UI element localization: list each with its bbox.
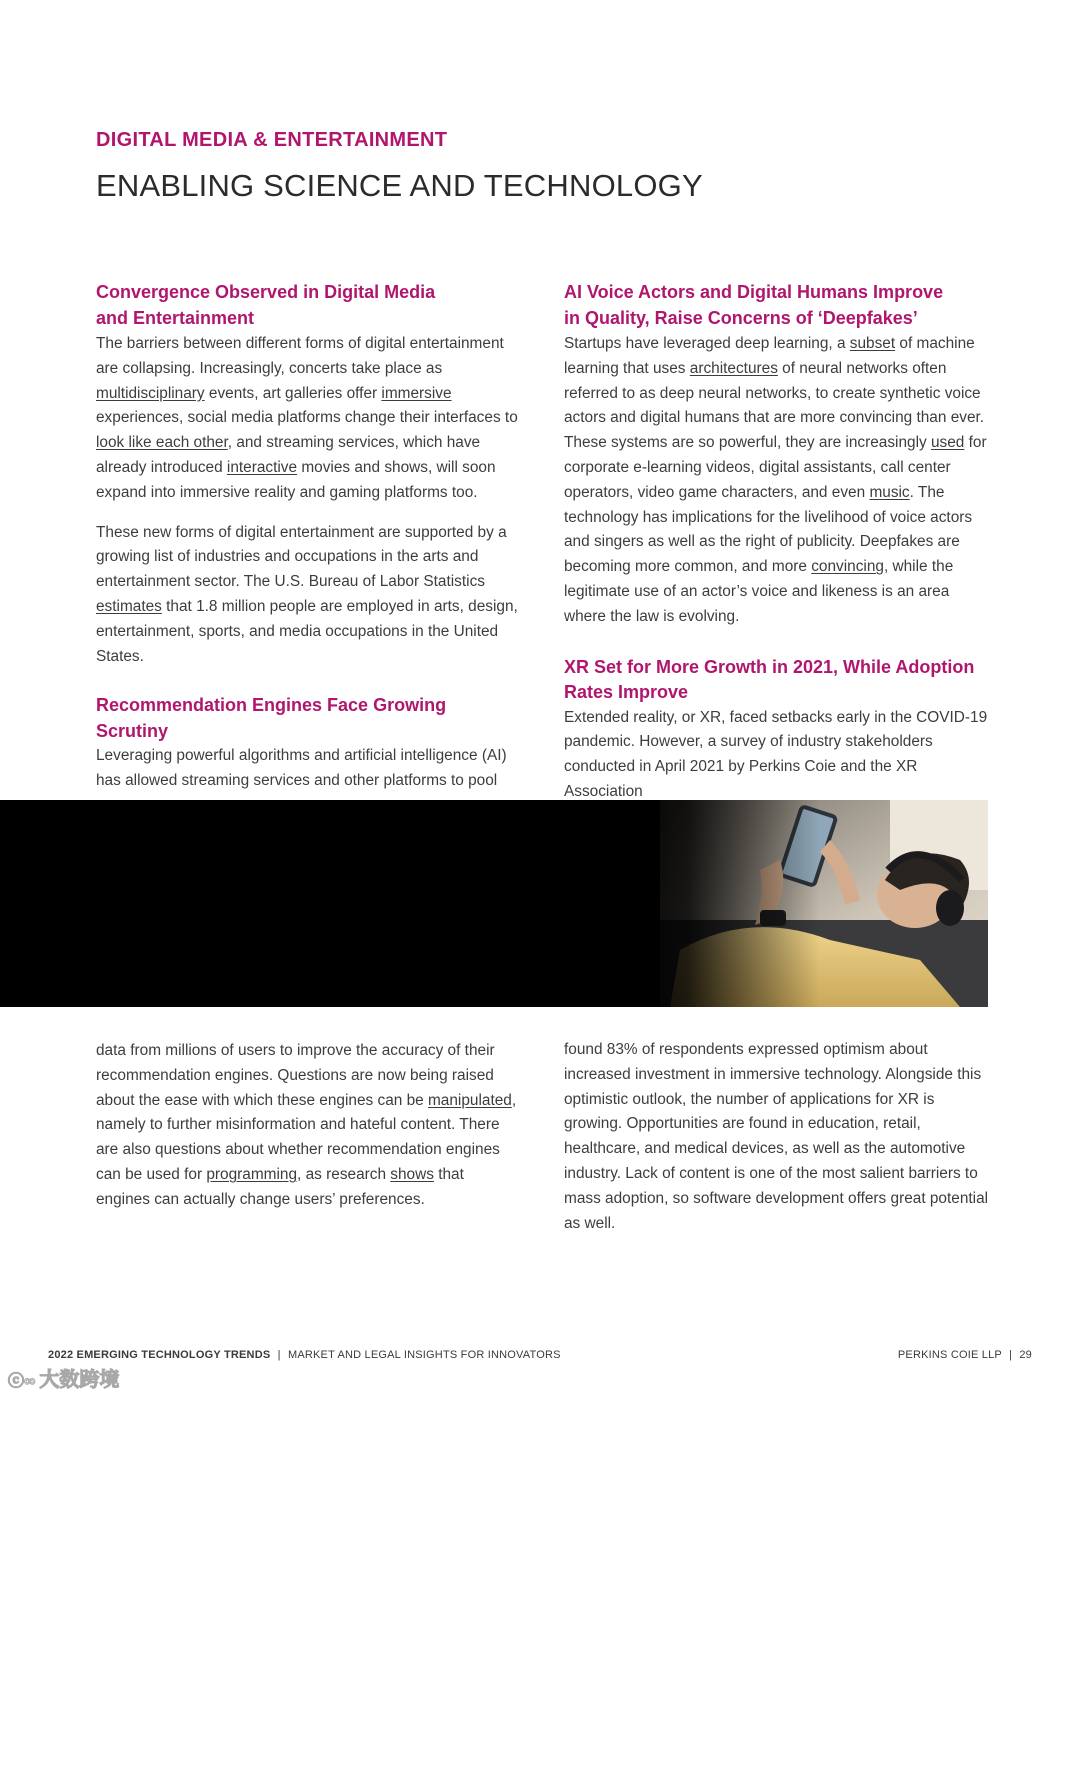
paragraph-xr-1: Extended reality, or XR, faced setbacks early in the COVID-19 pandemic. However, a survey of industry stakeholders conducted in April 2021 by Perkins Coie and the XR Association xyxy=(564,708,988,800)
paragraph-voice-actors: Startups have leveraged deep learning, a subset of machine learning that uses architectures of neural networks often referred to as deep neural networks, to create synthetic voice actors and digital humans that are more convincing than ever. These systems are so powerful, they are increasingly used for corporate e-learning videos, digital assistants, call center operators, video game characters, and even music. The technology has implications for the livelihood of voice actors and singers as well as the right of publicity. Deepfakes are becoming more common, and more convincing, while the legitimate use of an actor’s voice and likeness is an area where the law is evolving. xyxy=(564,335,987,625)
heading-voice-actors: AI Voice Actors and Digital Humans Improve in Quality, Raise Concerns of ‘Deepfakes’ xyxy=(564,282,944,328)
paragraph-xr-2: found 83% of respondents expressed optimism about increased investment in immersive technology. Alongside this optimistic outlook, the number of applications for XR is growing. Opportunities are found in education, retail, healthcare, and medical devices, as well as the automotive industry. Lack of content is one of the most salient barriers to mass adoption, so software development offers great potential as well. xyxy=(564,1041,989,1232)
right-column-bottom xyxy=(564,1038,989,1236)
inline-link[interactable]: look like each other xyxy=(96,434,228,452)
inline-link[interactable]: shows xyxy=(390,1165,434,1183)
section-kicker: DIGITAL MEDIA & ENTERTAINMENT xyxy=(96,129,448,151)
paragraph-convergence-1: The barriers between different forms of digital entertainment are collapsing. Increasingly, concerts take place as multidisciplinary events, art galleries offer immersive experiences, social media platforms change their interfaces to look like each other, and streaming services, which have already introduced interactive movies and shows, will soon expand into immersive reality and gaming platforms too. xyxy=(96,335,518,501)
heading-xr: XR Set for More Growth in 2021, While Adoption Rates Improve xyxy=(564,656,975,703)
inline-link[interactable]: interactive xyxy=(226,458,298,476)
inline-link[interactable]: estimates xyxy=(96,597,162,615)
paragraph-recommendation-1: Leveraging powerful algorithms and artificial intelligence (AI) has allowed streaming services and other platforms to pool xyxy=(96,747,507,790)
left-column-bottom xyxy=(96,1039,521,1213)
footer-firm: PERKINS COIE LLP xyxy=(897,1349,1002,1361)
inline-link[interactable]: programming xyxy=(206,1165,298,1183)
right-column-top xyxy=(564,280,989,805)
footer-subtitle: MARKET AND LEGAL INSIGHTS FOR INNOVATORS xyxy=(287,1349,561,1361)
left-column-top xyxy=(96,280,521,794)
footer-report-title: 2022 EMERGING TECHNOLOGY TRENDS xyxy=(48,1349,271,1361)
inline-link[interactable]: architectures xyxy=(689,359,778,377)
inline-link[interactable]: multidisciplinary xyxy=(96,384,205,402)
band-gradient-fade xyxy=(600,800,820,1007)
watermark-logo-icon: ⓒ∞ xyxy=(8,1373,36,1390)
footer-right xyxy=(898,1349,1032,1361)
heading-convergence: Convergence Observed in Digital Media and Entertainment xyxy=(96,282,436,328)
inline-link[interactable]: music xyxy=(869,483,910,501)
footer-separator: | xyxy=(277,1349,281,1361)
footer-separator-2: | xyxy=(1009,1349,1013,1361)
pull-quote: LEVERAGING POWERFUL ALGORITHMS AND ARTIFICIAL INTELLIGENCE (AI) HAS ALLOWED STREAMING SERVICES AND OTHER PLATFORMS TO POOL DATA FROM MILLIONS OF USERS TO IMPROVE THE ACCURACY OF THEIR RECOMMENDATION ENGINES. xyxy=(96,1648,696,1761)
paragraph-convergence-2: These new forms of digital entertainment are supported by a growing list of industries and occupations in the arts and entertainment sector. The U.S. Bureau of Labor Statistics estimates that 1.8 million people are employed in arts, design, entertainment, sports, and media occupations in the United States. xyxy=(96,523,518,665)
inline-link[interactable]: subset xyxy=(849,335,896,352)
footer-left xyxy=(48,1349,561,1361)
inline-link[interactable]: immersive xyxy=(381,384,452,402)
page-title: ENABLING SCIENCE AND TECHNOLOGY xyxy=(96,168,703,203)
watermark-text: 大数跨境 xyxy=(39,1369,120,1391)
heading-recommendation: Recommendation Engines Face Growing Scrutiny xyxy=(96,695,447,741)
inline-link[interactable]: used xyxy=(930,434,965,452)
watermark xyxy=(8,1363,119,1392)
inline-link[interactable]: manipulated xyxy=(427,1091,512,1109)
paragraph-recommendation-2: data from millions of users to improve the accuracy of their recommendation engines. Questions are now being raised about the ease with which these engines can be manipulated, namely to further misinformation and hateful content. There are also questions about whether recommendation engines can be used for programming, as research shows that engines can actually change users’ preferences. xyxy=(96,1042,517,1208)
page-number: 29 xyxy=(1019,1349,1032,1361)
inline-link[interactable]: convincing xyxy=(811,558,884,576)
